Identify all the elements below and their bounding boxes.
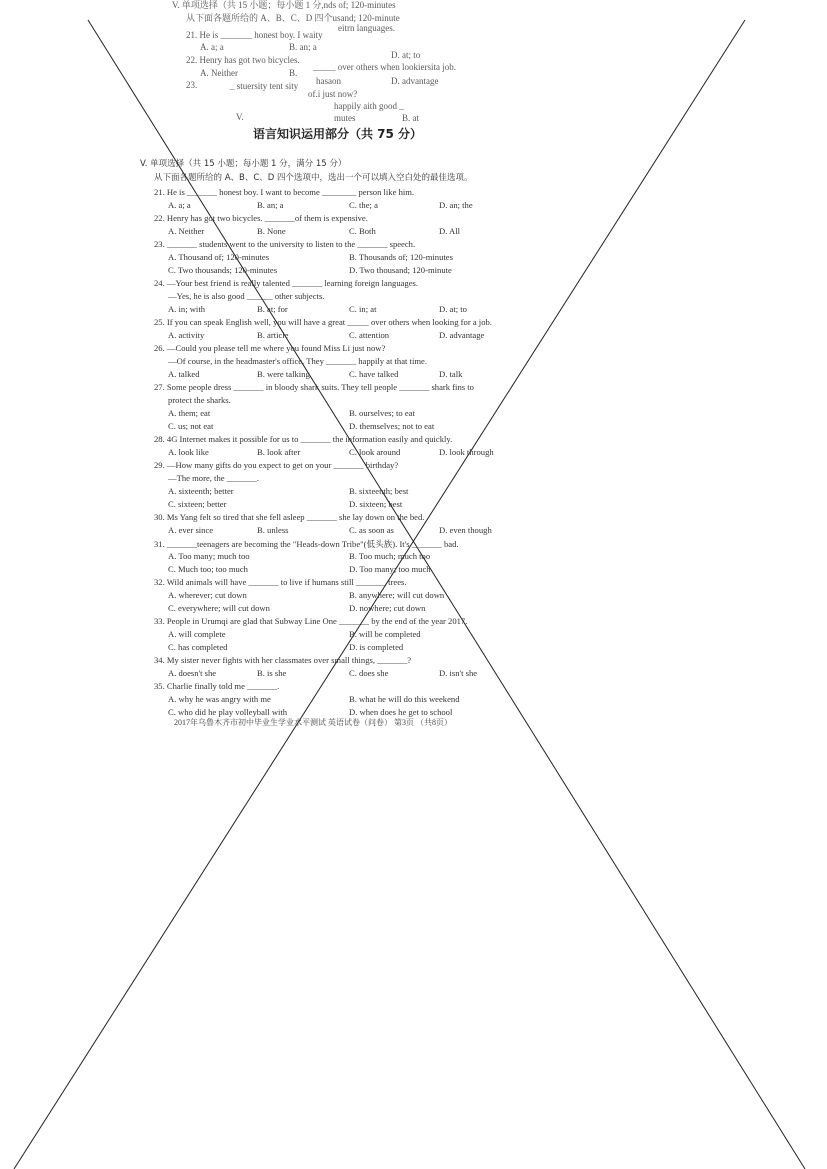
- answer-option: B. article: [257, 330, 289, 340]
- answer-option: C. Much too; too much: [168, 564, 248, 574]
- ghost-line: V. 单项选择（共 15 小题；每小题 1 分,nds of; 120-minutes: [172, 0, 396, 10]
- ghost-line: _ stuersity tent sity: [230, 81, 299, 91]
- ghost-line: B.: [289, 68, 298, 78]
- question-stem: —Yes, he is also good ______ other subjects.: [168, 291, 325, 301]
- answer-option: B. anywhere; will cut down: [349, 590, 445, 600]
- ghost-line: happily aith good _: [334, 101, 404, 111]
- answer-option: B. ourselves; to eat: [349, 408, 415, 418]
- answer-option: D. advantage: [439, 330, 485, 340]
- question-stem: 34. My sister never fights with her classmates over small things, _______?: [154, 655, 412, 665]
- question-stem: 28. 4G Internet makes it possible for us to _______ the information easily and quickly.: [154, 434, 453, 444]
- answer-option: A. sixteenth; better: [168, 486, 234, 496]
- answer-option: C. has completed: [168, 642, 228, 652]
- answer-option: A. in; with: [168, 304, 206, 314]
- answer-option: B. were talking: [257, 369, 310, 379]
- question-stem: 26. —Could you please tell me where you found Miss Li just now?: [154, 343, 386, 353]
- question-stem: 33. People in Urumqi are glad that Subway Line One _______ by the end of the year 2017.: [154, 616, 468, 626]
- answer-option: D. is completed: [349, 642, 404, 652]
- answer-option: A. Neither: [168, 226, 205, 236]
- question-stem: 25. If you can speak English well, you will have a great _____ over others when looking for a job.: [154, 317, 492, 327]
- ghost-line: hasaon: [316, 76, 341, 86]
- answer-option: A. Too many; much too: [168, 551, 250, 561]
- answer-option: B. look after: [257, 447, 301, 457]
- question-stem: protect the sharks.: [168, 395, 231, 405]
- question-stem: —The more, the _______.: [168, 473, 259, 483]
- answer-option: C. Both: [349, 226, 376, 236]
- answer-option: B. at; for: [257, 304, 288, 314]
- answer-option: B. an; a: [257, 200, 284, 210]
- answer-option: D. isn't she: [439, 668, 478, 678]
- answer-option: D. at; to: [439, 304, 467, 314]
- answer-option: D. even though: [439, 525, 492, 535]
- question-stem: 30. Ms Yang felt so tired that she fell asleep _______ she lay down on the bed.: [154, 512, 425, 522]
- answer-option: D. talk: [439, 369, 463, 379]
- ghost-line: A. a; a: [200, 42, 224, 52]
- ghost-line: eitrn languages.: [338, 23, 395, 33]
- answer-option: D. Too many; too much: [349, 564, 431, 574]
- answer-option: A. them; eat: [168, 408, 211, 418]
- answer-option: C. does she: [349, 668, 389, 678]
- answer-option: D. All: [439, 226, 461, 236]
- answer-option: C. everywhere; will cut down: [168, 603, 270, 613]
- ghost-line: _____ over others when lookiersita job.: [313, 62, 456, 72]
- ghost-line: 22. Henry has got two bicycles.: [186, 55, 300, 65]
- answer-option: D. themselves; not to eat: [349, 421, 435, 431]
- answer-option: D. look through: [439, 447, 494, 457]
- question-stem: —Of course, in the headmaster's office. They _______ happily at that time.: [168, 356, 427, 366]
- question-stem: 21. He is _______ honest boy. I want to become ________ person like him.: [154, 187, 415, 197]
- answer-option: B. None: [257, 226, 286, 236]
- ghost-line: of.i just now?: [308, 89, 358, 99]
- answer-option: D. nowhere; cut down: [349, 603, 426, 613]
- ghost-line: mutes: [334, 113, 356, 123]
- answer-option: C. in; at: [349, 304, 377, 314]
- page-title: 语言知识运用部分（共 75 分）: [253, 127, 423, 141]
- answer-option: C. attention: [349, 330, 390, 340]
- question-stem: 31. _______teenagers are becoming the "Heads-down Tribe"(低头族). It's _______ bad.: [154, 539, 459, 549]
- answer-option: C. the; a: [349, 200, 378, 210]
- section-heading: V. 单项选择（共 15 小题；每小题 1 分，满分 15 分）: [140, 159, 347, 169]
- answer-option: A. activity: [168, 330, 205, 340]
- answer-option: C. look around: [349, 447, 401, 457]
- ghost-line: B. an; a: [289, 42, 317, 52]
- answer-option: B. unless: [257, 525, 289, 535]
- ghost-line: 从下面各题所给的 A、B、C、D 四个usand; 120-minute: [186, 13, 400, 23]
- answer-option: B. Thousands of; 120-minutes: [349, 252, 453, 262]
- question-stem: 27. Some people dress _______ in bloody shark suits. They tell people _______ shark fins to: [154, 382, 474, 392]
- question-stem: 35. Charlie finally told me _______.: [154, 681, 280, 691]
- answer-option: A. wherever; cut down: [168, 590, 247, 600]
- answer-option: B. is she: [257, 668, 287, 678]
- answer-option: D. Two thousand; 120-minute: [349, 265, 452, 275]
- answer-option: B. sixteenth; best: [349, 486, 409, 496]
- answer-option: A. why he was angry with me: [168, 694, 271, 704]
- question-stem: 29. —How many gifts do you expect to get on your _______ birthday?: [154, 460, 399, 470]
- answer-option: A. will complete: [168, 629, 226, 639]
- question-stem: 32. Wild animals will have _______ to live if humans still _______ trees.: [154, 577, 407, 587]
- ghost-line: V.: [236, 112, 244, 122]
- section-instruction: 从下面各题所给的 A、B、C、D 四个选项中，选出一个可以填入空白处的最佳选项。: [154, 173, 473, 183]
- answer-option: A. doesn't she: [168, 668, 217, 678]
- page-footer: 2017年乌鲁木齐市初中毕业生学业水平测试 英语试卷（问卷） 第3页 （共8页）: [174, 718, 452, 727]
- ghost-line: 23.: [186, 80, 198, 90]
- question-stem: 22. Henry has got two bicycles. _______of them is expensive.: [154, 213, 368, 223]
- answer-option: D. an; the: [439, 200, 473, 210]
- answer-option: C. who did he play volleyball with: [168, 707, 288, 717]
- answer-option: D. sixteen; best: [349, 499, 403, 509]
- ghost-line: D. at; to: [391, 50, 421, 60]
- answer-option: A. Thousand of; 120-minutes: [168, 252, 270, 262]
- answer-option: A. look like: [168, 447, 209, 457]
- question-stem: 23. _______ students went to the university to listen to the _______ speech.: [154, 239, 416, 249]
- answer-option: C. as soon as: [349, 525, 394, 535]
- ghost-line: D. advantage: [391, 76, 439, 86]
- ghost-line: B. at: [402, 113, 419, 123]
- ghost-line: 21. He is _______ honest boy. I waity: [186, 30, 323, 40]
- answer-option: C. us; not eat: [168, 421, 214, 431]
- answer-option: C. Two thousands; 120-minutes: [168, 265, 278, 275]
- answer-option: A. a; a: [168, 200, 191, 210]
- answer-option: B. will be completed: [349, 629, 421, 639]
- question-stem: 24. —Your best friend is really talented _______ learning foreign languages.: [154, 278, 419, 288]
- answer-option: A. ever since: [168, 525, 214, 535]
- ghost-line: A. Neither: [200, 68, 238, 78]
- answer-option: B. Too much; much too: [349, 551, 431, 561]
- answer-option: C. have talked: [349, 369, 399, 379]
- answer-option: C. sixteen; better: [168, 499, 227, 509]
- answer-option: D. when does he get to school: [349, 707, 453, 717]
- answer-option: B. what he will do this weekend: [349, 694, 460, 704]
- answer-option: A. talked: [168, 369, 200, 379]
